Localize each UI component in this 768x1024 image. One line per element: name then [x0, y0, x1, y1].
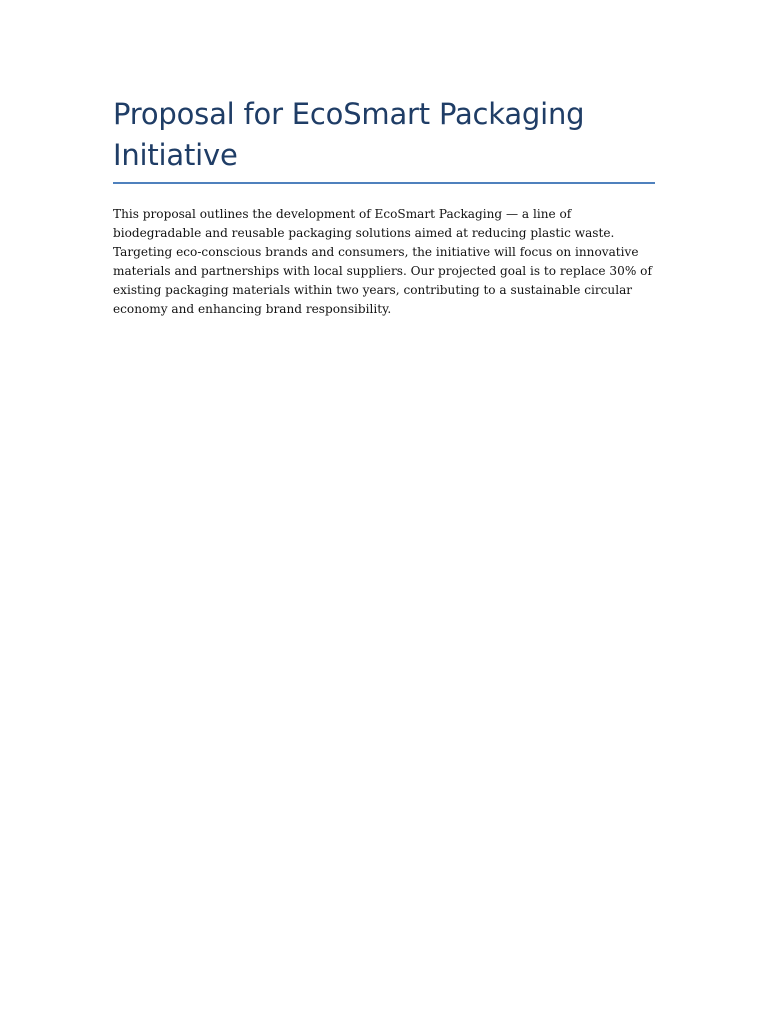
body-paragraph: This proposal outlines the development of EcoSmart Packaging — a line of biodegradable and reusable packaging solutions aimed at reducing plastic waste. Targeting eco-conscious brands and consumers, the initiative will focus on innovative materials and partnerships with local suppliers. Our projected goal is to replace 30% of existing packaging materials within two years, contributing to a sustainable circular economy and enhancing brand responsibility.	[113, 207, 652, 316]
document-title: Proposal for EcoSmart Packaging Initiative	[113, 97, 585, 172]
title-divider	[113, 182, 655, 184]
document-content	[113, 94, 655, 319]
